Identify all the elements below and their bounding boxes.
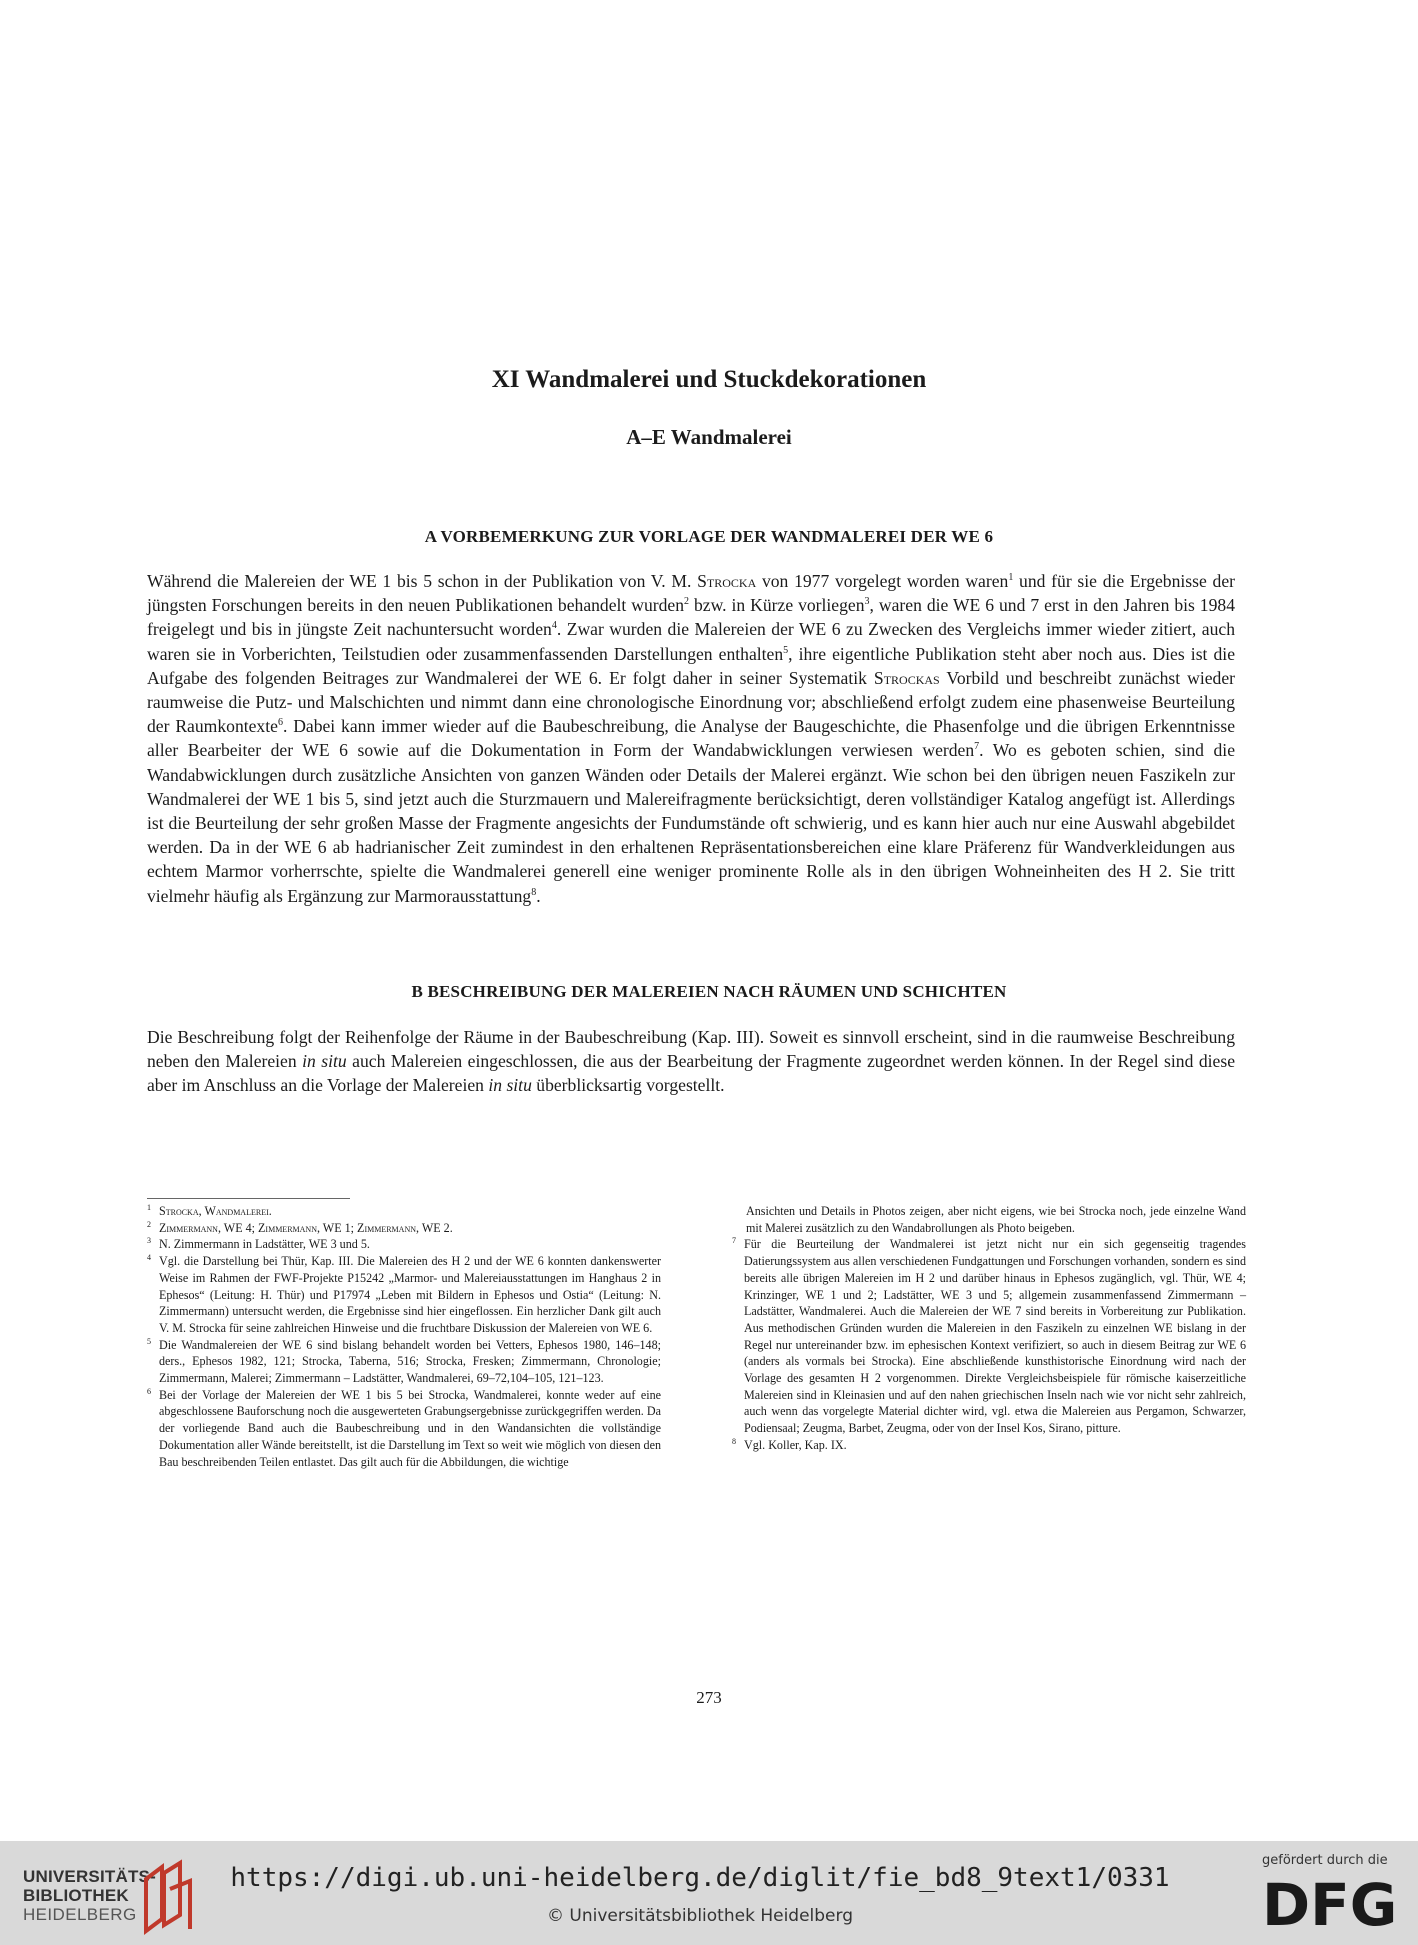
text-run: überblicksartig vorgestellt. bbox=[531, 1075, 725, 1096]
footnote-text: Für die Beurteilung der Wandmalerei ist jetzt nicht nur ein sich gegenseitig tragendes Datierungssystem aus allen verschiedenen Fundgattungen und Forschungen vorhanden, sondern es sind bereits alle übrigen Malereien im H 2 und darüber hinaus in Ephesos zugänglich, vgl. Thür, WE 4; Krinzinger, WE 1 und 2; Ladstätter, WE 3 und 5; allgemein zusammenfassend Zimmermann – Ladstätter, Wandmalerei. Auch die Malereien der WE 7 sind bereits in Vorbereitung zur Publikation. Aus methodischen Gründen wurden die Malereien in den Faszikeln zu einzelnen WE bislang in der Regel nur untereinander bzw. im ephesischen Kontext verifiziert, so auch in diesem Beitrag zur WE 6 (anders als vormals bei Strocka). Eine abschließende kunsthistorische Einordnung wird nach der Vorlage des gesamten H 2 vorgenommen. Direkte Vergleichsbeispiele für römische kaiserzeitliche Malereien sind in Kleinasien und auf den nahen griechischen Inseln nach wie vor nicht sehr zahlreich, auch wenn das vorgelegte Material dichter wird, vgl. etwa die Malereien aus Pergamon, Schwarzer, Podiensaal; Zeugma, Barbet, Zeugma, oder von der Insel Kos, Sirano, pitture. bbox=[744, 1237, 1246, 1436]
footnote-ref[interactable]: 5 bbox=[783, 644, 789, 656]
footnote-4 bbox=[147, 1253, 661, 1337]
text-run: auch Malereien eingeschlossen, die aus der Bearbeitung der Fragmente zugeordnet werden können. In der Regel sind diese aber im Anschluss an die Vorlage der Malereien bbox=[147, 1051, 1235, 1096]
footnote-text: Die Wandmalereien der WE 6 sind bislang behandelt worden bei Vetters, Ephesos 1980, 146–148; ders., Ephesos 1982, 121; Strocka, Taberna, 516; Strocka, Fresken; Zimmermann, Chronologie; Zimmermann, Malerei; Zimmermann – Ladstätter, Wandmalerei, 69–72,104–105, 121–123. bbox=[159, 1337, 661, 1386]
text-run: Vorbild und beschreibt zunächst wieder raumweise die Putz- und Malschichten und nimmt dann eine chronologische Einordnung vor; abschließend erfolgt zudem eine phasenweise Beurteilung der Raumkontexte bbox=[147, 667, 1235, 737]
footnote-8 bbox=[732, 1437, 1246, 1454]
footnote-5 bbox=[147, 1337, 661, 1387]
footnote-text: Vgl. Koller, Kap. IX. bbox=[744, 1437, 847, 1452]
footnote-number: 6 bbox=[147, 1386, 151, 1396]
footnote-6 bbox=[147, 1387, 661, 1471]
footnote-ref[interactable]: 6 bbox=[277, 717, 283, 729]
library-logo[interactable] bbox=[23, 1867, 156, 1924]
footnote-text: Bei der Vorlage der Malereien der WE 1 bis 5 bei Strocka, Wandmalerei, konnte weder auf eine abgeschlossene Bauforschung noch die ausgewerteten Grabungsergebnisse zurückgegriffen werden. Da der vorliegende Band auch die Baubeschreibung und in den Wandansichten die vollständige Dokumentation aller Wände bereitstellt, ist die Darstellung im Text so weit wie möglich von diesen den Bau beschreibenden Teilen entlastet. Das gilt auch für die Abbildungen, die wichtige bbox=[159, 1387, 661, 1469]
footnote-text: Vgl. die Darstellung bei Thür, Kap. III. Die Malereien des H 2 und der WE 6 konnten dankenswerter Weise im Rahmen der FWF-Projekte P15242 „Marmor- und Malereiausstattungen im Hanghaus 2 in Ephesos“ (Leitung: H. Thür) und P17974 „Leben mit Bildern in Ephesos und Ostia“ (Leitung: N. Zimmermann) untersucht werden, die Ergebnisse sind hier eingeflossen. Ein herzlicher Dank gilt auch V. M. Strocka für seine zahlreichen Hinweise und die fruchtbare Diskussion der Malereien von WE 6. bbox=[159, 1254, 661, 1335]
footnote-number: 5 bbox=[147, 1336, 151, 1346]
funding-caption: gefördert durch die bbox=[1262, 1853, 1388, 1868]
italic-term: in situ bbox=[488, 1075, 532, 1096]
text-run: Während die Malereien der WE 1 bis 5 schon in der Publikation von V. M. bbox=[147, 571, 698, 591]
footnote-number: 7 bbox=[732, 1236, 736, 1246]
footnote-3 bbox=[147, 1236, 661, 1253]
footnote-ref[interactable]: 3 bbox=[864, 596, 870, 608]
text-run: . Dabei kann immer wieder auf die Baubeschreibung, die Analyse der Baugeschichte, die Phasenfolge und die übrigen Erkenntnisse aller Bearbeiter der WE 6 sowie auf die Dokumentation in Form der Wandabwicklungen verwiesen werden bbox=[147, 716, 1235, 761]
text-run: . bbox=[536, 885, 541, 906]
footnote-text: Strocka, Wandmalerei. bbox=[159, 1204, 272, 1218]
library-name-line3: HEIDELBERG bbox=[23, 1905, 137, 1924]
footnote-number: 8 bbox=[732, 1436, 736, 1446]
dfg-logo[interactable] bbox=[1262, 1873, 1398, 1933]
text-run: Die Beschreibung folgt der Reihenfolge der Räume in der Baubeschreibung (Kap. III). Soweit es sinnvoll erscheint, sind in die raumweise Beschreibung neben den Malereien bbox=[147, 1027, 1235, 1072]
footnote-number: 4 bbox=[147, 1253, 151, 1263]
library-name-line2: BIBLIOTHEK bbox=[23, 1886, 129, 1905]
footnote-6-continuation: Ansichten und Details in Photos zeigen, aber nicht eigens, wie bei Strocka noch, jede einzelne Wand mit Malerei zusätzlich zu den Wandabrollungen als Photo beigeben. bbox=[746, 1204, 1246, 1235]
footnotes-right-column bbox=[732, 1203, 1246, 1454]
footnote-number: 1 bbox=[147, 1203, 151, 1212]
footnote-1 bbox=[147, 1203, 661, 1220]
footnote-ref[interactable]: 2 bbox=[684, 596, 690, 608]
text-run: bzw. in Kürze vorliegen bbox=[689, 595, 865, 616]
author-name: Strockas bbox=[873, 667, 940, 688]
footnote-divider bbox=[147, 1198, 350, 1199]
dfg-logo-text: DFG bbox=[1262, 1873, 1398, 1933]
text-run: , waren die WE 6 und 7 erst in den Jahren bis 1984 freigelegt und bis in jüngste Zeit nachuntersucht worden bbox=[147, 595, 1235, 640]
footnote-ref[interactable]: 1 bbox=[1008, 572, 1014, 584]
footnote-ref[interactable]: 8 bbox=[531, 886, 537, 898]
text-run: von 1977 vorgelegt worden waren bbox=[756, 571, 1009, 591]
copyright-notice: © Universitätsbibliothek Heidelberg bbox=[546, 1906, 853, 1926]
library-book-icon bbox=[140, 1859, 196, 1935]
section-b-paragraph bbox=[147, 1025, 1235, 1098]
section-a-paragraph bbox=[147, 569, 1235, 908]
footnote-2 bbox=[147, 1220, 661, 1237]
text-run: . Zwar wurden die Malereien der WE 6 zu Zwecken des Vergleichs immer wieder zitiert, auch waren sie in Vorberichten, Teilstudien oder zusammenfassenden Darstellungen enthalten bbox=[147, 619, 1236, 664]
section-b-heading: B BESCHREIBUNG DER MALEREIEN NACH RÄUMEN UND SCHICHTEN bbox=[411, 982, 1007, 1001]
library-name-line1: UNIVERSITÄTS- bbox=[23, 1867, 156, 1886]
footnote-text: Zimmermann, WE 4; Zimmermann, WE 1; Zimmermann, WE 2. bbox=[159, 1220, 453, 1235]
footnote-number: 2 bbox=[147, 1219, 151, 1229]
footnotes-left-column bbox=[147, 1203, 661, 1470]
footnote-ref[interactable]: 4 bbox=[551, 620, 557, 632]
italic-term: in situ bbox=[302, 1051, 347, 1072]
section-a-heading: A VORBEMERKUNG ZUR VORLAGE DER WANDMALEREI DER WE 6 bbox=[424, 527, 994, 546]
footnote-7 bbox=[732, 1236, 1246, 1436]
text-run: und für sie die Ergebnisse der jüngsten Forschungen bereits in den neuen Publikationen behandelt wurden bbox=[147, 571, 1235, 616]
footnote-ref[interactable]: 7 bbox=[974, 741, 980, 753]
viewer-footer bbox=[0, 1841, 1418, 1945]
permalink-url[interactable]: https://digi.ub.uni-heidelberg.de/diglit/fie_bd8_9text1/0331 bbox=[230, 1863, 1170, 1893]
chapter-title: XI Wandmalerei und Stuckdekorationen bbox=[491, 366, 927, 393]
page-number: 273 bbox=[696, 1688, 722, 1707]
footnote-text: N. Zimmermann in Ladstätter, WE 3 und 5. bbox=[159, 1237, 370, 1252]
footnote-number: 3 bbox=[147, 1236, 151, 1246]
author-name: Strocka bbox=[697, 571, 757, 591]
text-run: , ihre eigentliche Publikation steht aber noch aus. Dies ist die Aufgabe des folgenden Beitrages zur Wandmalerei der WE 6. Er folgt daher in seiner Systematik bbox=[147, 643, 1236, 688]
chapter-subtitle: A–E Wandmalerei bbox=[626, 425, 792, 449]
text-run: . Wo es geboten schien, sind die Wandabwicklungen durch zusätzliche Ansichten von ganzen Wänden oder Details der Malerei ergänzt. Wie schon bei den übrigen neuen Faszikeln zur Wandmalerei der WE 1 bis 5, sind jetzt auch die Sturzmauern und Malereifragmente berücksichtigt, deren vollständiger Katalog angefügt ist. Allerdings ist die Beurteilung der sehr großen Masse der Fragmente angesichts der Fundumstände oft schwierig, und es kann hier auch nur eine Auswahl abgebildet werden. Da in der WE 6 ab hadrianischer Zeit zumindest in den erhaltenen Repräsentationsbereichen eine klare Präferenz für Wandverkleidungen aus echtem Marmor vorherrschte, spielte die Wandmalerei generell eine weniger prominente Rolle als in den übrigen Wohneinheiten des H 2. Sie tritt vielmehr häufig als Ergänzung zur Marmorausstattung bbox=[147, 740, 1235, 906]
